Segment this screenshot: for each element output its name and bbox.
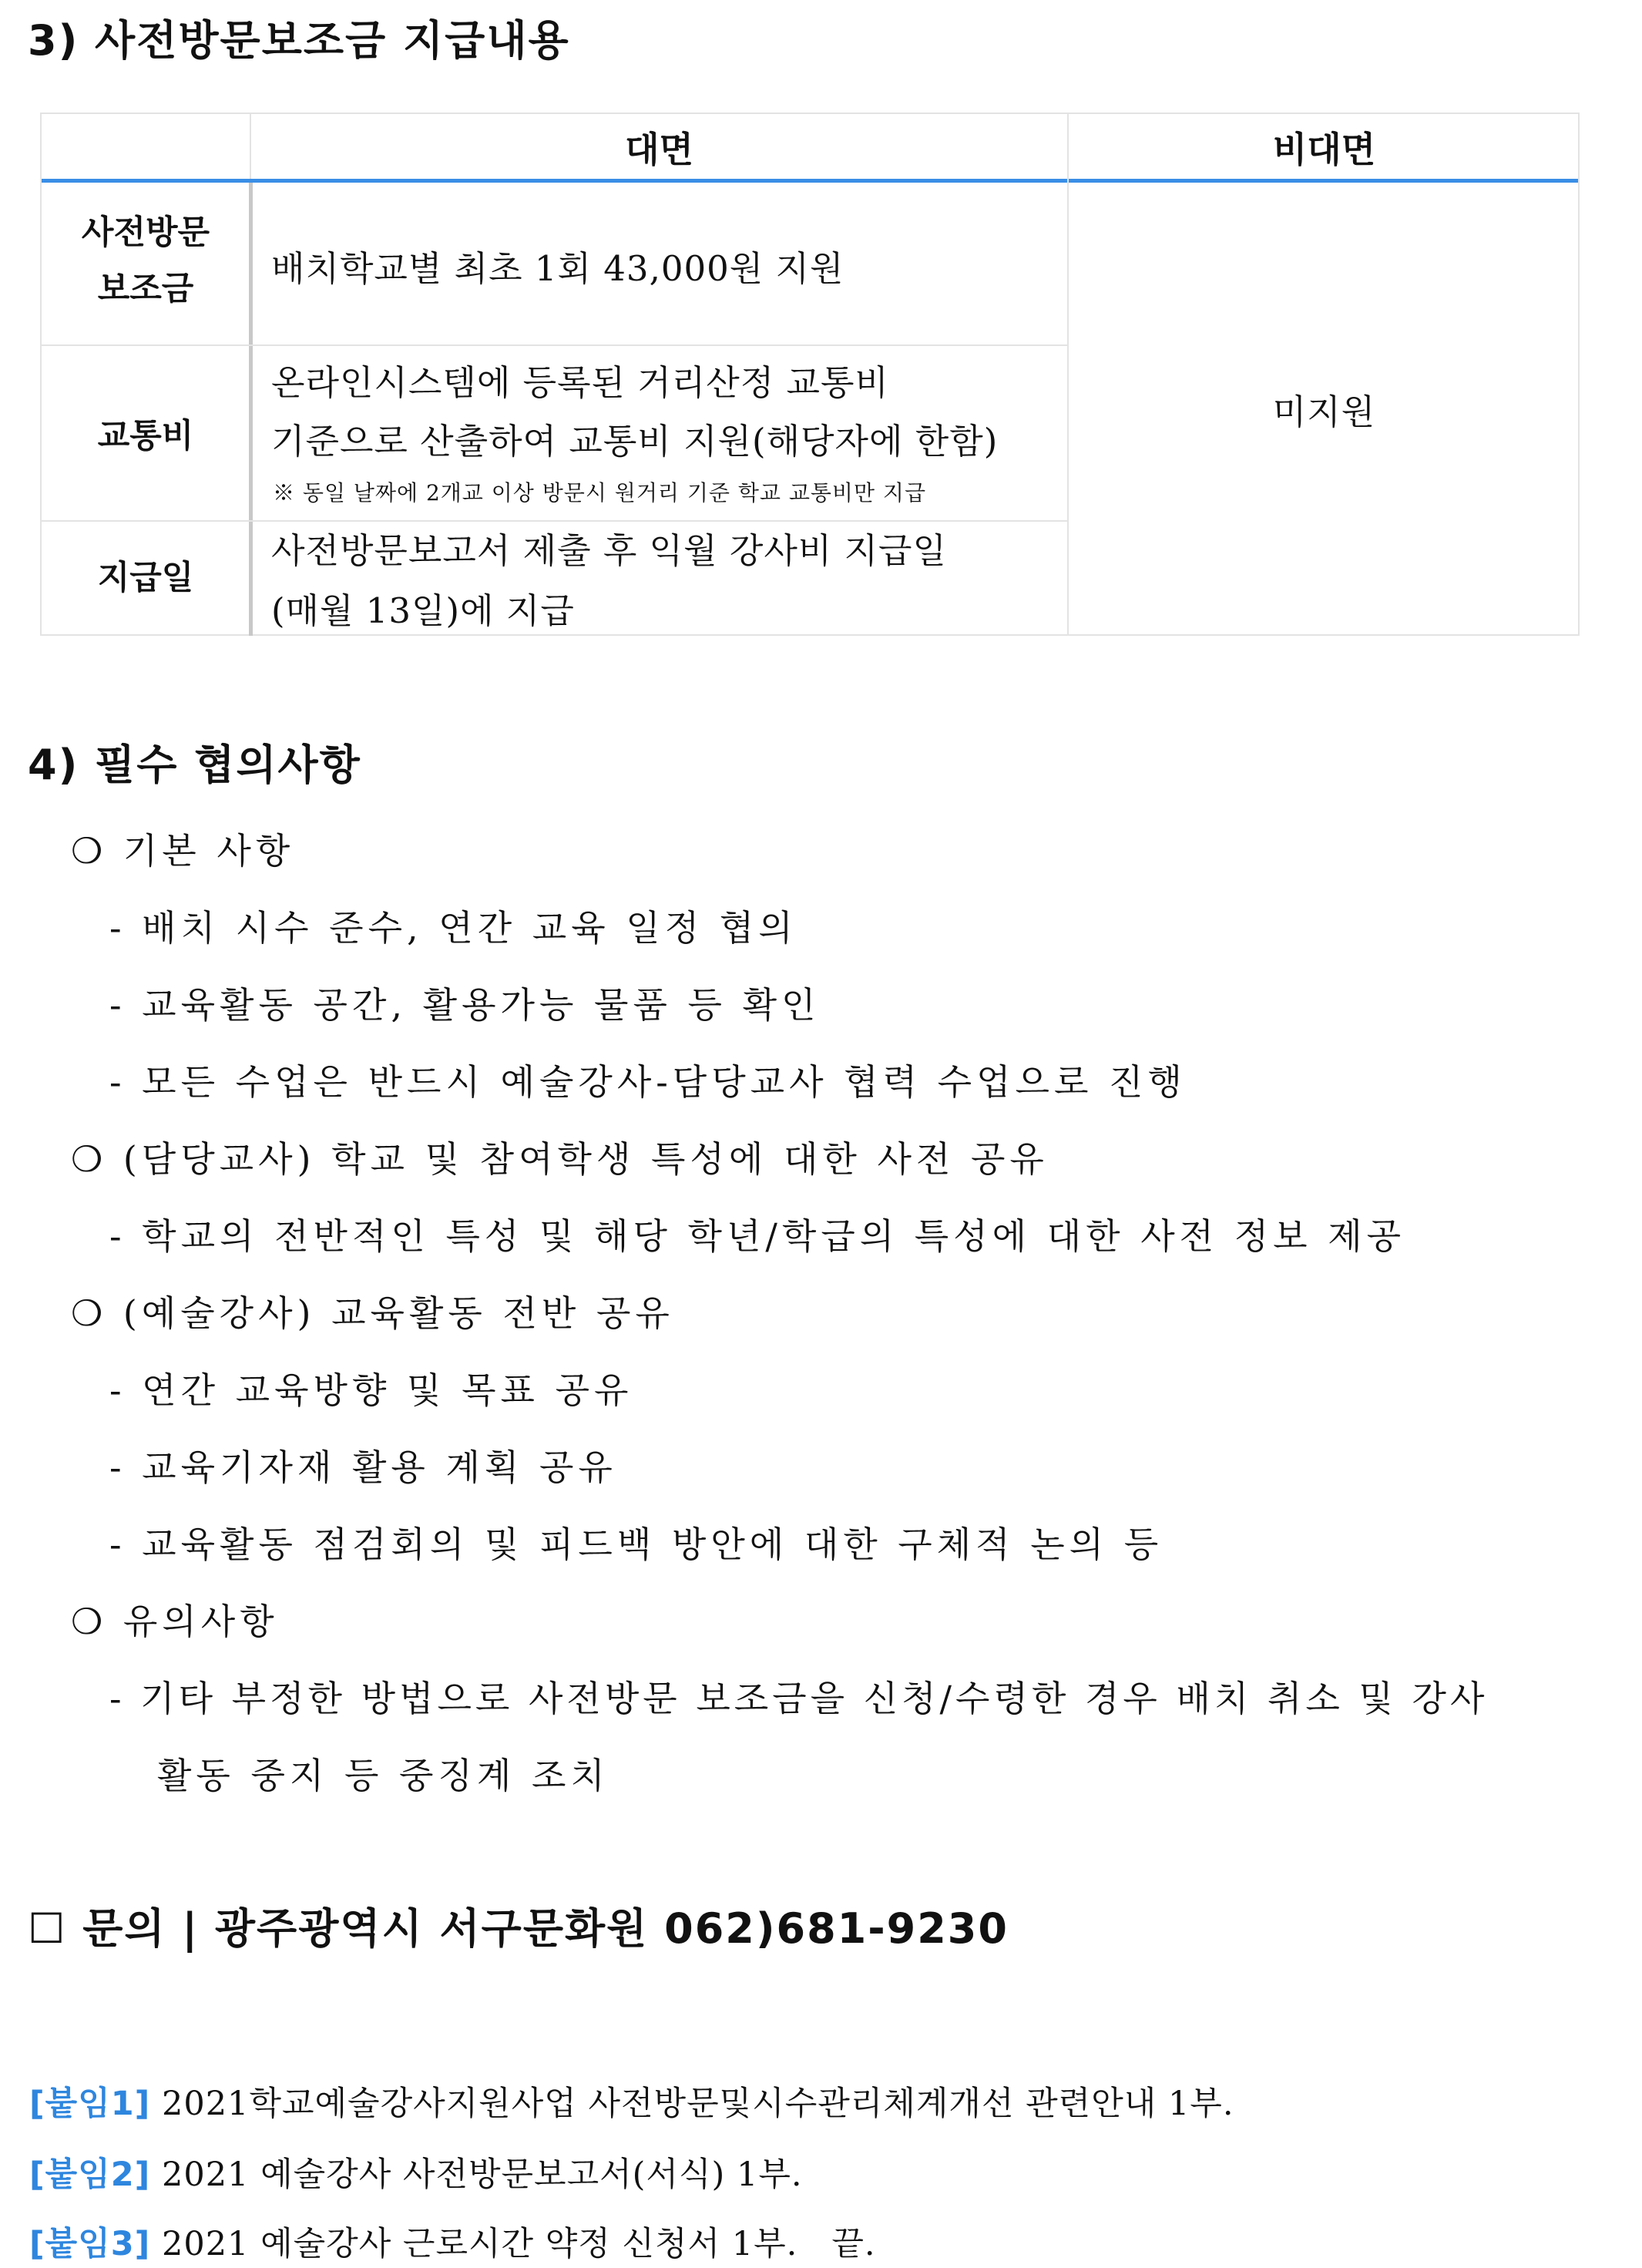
subsidy-amount-text: 배치학교별 최초 1회 43,000원 지원: [271, 248, 845, 289]
row-label-payday: 지급일: [97, 559, 194, 597]
attachment-2-tag: [붙임2]: [29, 2155, 151, 2194]
attachment-2-text: 2021 예술강사 사전방문보고서(서식) 1부.: [161, 2155, 803, 2194]
header-divider: [42, 179, 1578, 183]
bullet-artist: ❍ (예술강사) 교육활동 전반 공유: [71, 1292, 674, 1334]
item-penalty-line-1: - 기타 부정한 방법으로 사전방문 보조금을 신청/수령한 경우 배치 취소 및 강사: [109, 1678, 1489, 1719]
attachment-3: [29, 2218, 876, 2265]
transport-note: ※ 동일 날짜에 2개교 이상 방문시 원거리 기준 학교 교통비만 지급: [273, 480, 927, 506]
attachment-3-tag: [붙임3]: [29, 2225, 151, 2263]
transport-line-1: 온라인시스템에 등록된 거리산정 교통비: [271, 362, 889, 403]
attachment-1-text: 2021학교예술강사지원사업 사전방문및시수관리체계개선 관련안내 1부.: [161, 2085, 1234, 2123]
item-penalty-line-2: 활동 중지 등 중징계 조치: [157, 1755, 609, 1796]
row-label-subsidy-line-1: 사전방문: [81, 213, 210, 252]
payday-line-1: 사전방문보고서 제출 후 익월 강사비 지급일: [271, 530, 947, 571]
bullet-teacher: ❍ (담당교사) 학교 및 참여학생 특성에 대한 사전 공유: [71, 1138, 1049, 1180]
attachment-3-text: 2021 예술강사 근로시간 약정 신청서 1부. 끝.: [161, 2225, 876, 2263]
attachment-1-tag: [붙임1]: [29, 2085, 151, 2123]
contact-text: 문의 | 광주광역시 서구문화원 062)681-9230: [82, 1904, 1009, 1953]
row-label-subsidy: [42, 207, 250, 310]
attachment-2: [29, 2149, 803, 2196]
item-space: - 교육활동 공간, 활용가능 물품 등 확인: [109, 984, 821, 1026]
bullet-caution: ❍ 유의사항: [71, 1601, 279, 1642]
header-nonface: 비대면: [1272, 129, 1376, 170]
item-coop: - 모든 수업은 반드시 예술강사-담당교사 협력 수업으로 진행: [109, 1061, 1187, 1103]
bullet-basic: ❍ 기본 사항: [71, 830, 295, 872]
nonface-value: 미지원: [1272, 391, 1376, 432]
header-face: 대면: [625, 129, 693, 170]
row-divider-2: [42, 520, 1067, 522]
payday-line-2: (매월 13일)에 지급: [271, 590, 575, 631]
row-label-transport: 교통비: [97, 417, 194, 455]
subsidy-table: [40, 113, 1580, 636]
item-school-info: - 학교의 전반적인 특성 및 해당 학년/학급의 특성에 대한 사전 정보 제공: [109, 1215, 1406, 1257]
contact-line: [28, 1896, 1009, 1955]
transport-line-2: 기준으로 산출하여 교통비 지원(해당자에 한함): [271, 421, 999, 462]
row-divider-1: [42, 344, 1067, 346]
item-equipment: - 교육기자재 활용 계획 공유: [109, 1446, 617, 1488]
attachment-1: [29, 2078, 1234, 2125]
section-4-title: 4) 필수 협의사항: [28, 741, 361, 789]
row-label-subsidy-line-2: 보조금: [97, 270, 194, 308]
section-3-title: 3) 사전방문보조금 지급내용: [28, 16, 570, 65]
item-feedback: - 교육활동 점검회의 및 피드백 방안에 대한 구체적 논의 등: [109, 1524, 1164, 1565]
item-direction: - 연간 교육방향 및 목표 공유: [109, 1369, 633, 1411]
item-schedule: - 배치 시수 준수, 연간 교육 일정 협의: [109, 907, 797, 949]
checkbox-icon: ☐: [28, 1904, 67, 1953]
col-divider-2: [1067, 114, 1069, 636]
